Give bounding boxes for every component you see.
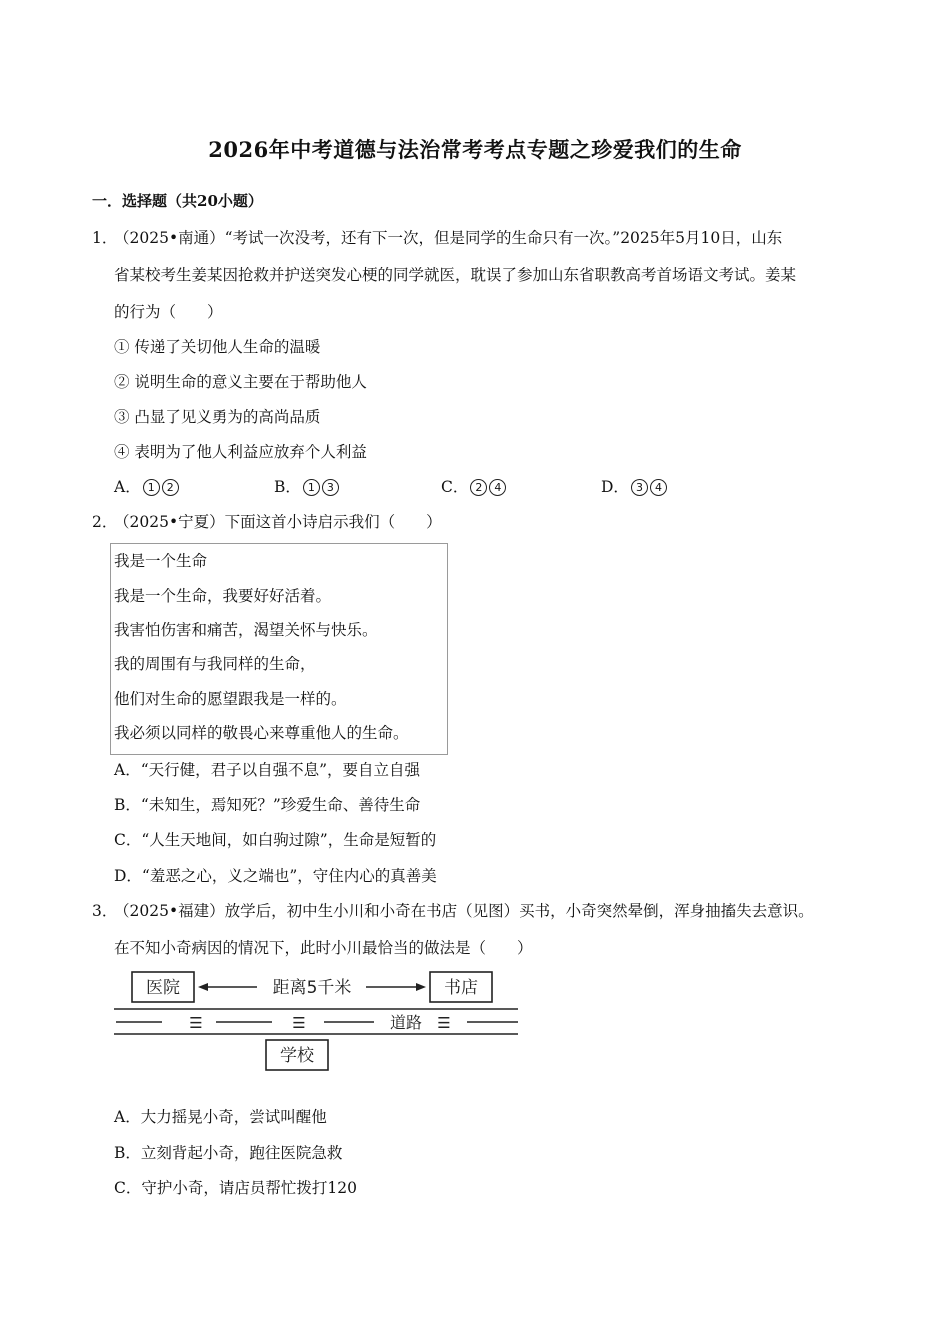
poem-line-6: 我必须以同样的敬畏心来尊重他人的生命。 [114,724,409,742]
question-2-option-d[interactable]: D．“羞恶之心，义之端也”，守住内心的真善美 [114,867,437,885]
circled-number: 2 [470,479,487,496]
poem-line-4: 我的周围有与我同样的生命， [114,655,316,673]
question-3-option-a[interactable]: A．大力摇晃小奇，尝试叫醒他 [114,1108,327,1126]
question-1-option-d[interactable] [601,477,667,497]
arrow-right-head [416,983,426,991]
circled-number: 4 [650,479,667,496]
option-label: C． [441,478,469,496]
location-map [112,968,522,1072]
question-1-statement-3: ③ 凸显了见义勇为的高尚品质 [114,408,321,426]
question-1-option-a[interactable] [114,477,179,497]
question-3-option-b[interactable]: B．立刻背起小奇，跑往医院急救 [114,1144,343,1162]
circled-number: 2 [162,479,179,496]
question-1-stem-line-2: 省某校考生姜某因抢救并护送突发心梗的同学就医，耽误了参加山东省职教高考首场语文考试。姜某 [114,266,797,284]
poem-line-5: 他们对生命的愿望跟我是一样的。 [114,690,347,708]
question-1-stem-line-3: 的行为（ ） [114,303,223,321]
section-heading: 一．选择题（共20小题） [92,192,263,210]
question-3-option-c[interactable]: C．守护小奇，请店员帮忙拨打120 [114,1179,357,1197]
crosswalk-mark: ☰ [292,1014,306,1032]
question-1-statement-4: ④ 表明为了他人利益应放弃个人利益 [114,443,367,461]
school-label: 学校 [280,1046,314,1066]
poem-line-2: 我是一个生命，我要好好活着。 [114,587,332,605]
distance-label: 距离5千米 [272,978,352,998]
question-1-statement-1: ① 传递了关切他人生命的温暖 [114,338,321,356]
question-2-option-c[interactable]: C．“人生天地间，如白驹过隙”，生命是短暂的 [114,831,437,849]
question-2-option-a[interactable]: A．“天行健，君子以自强不息”，要自立自强 [114,761,421,779]
circled-number: 4 [489,479,506,496]
circled-number: 3 [631,479,648,496]
question-2-option-b[interactable]: B．“未知生，焉知死？”珍爱生命、善待生命 [114,796,421,814]
poem-line-1: 我是一个生命 [114,552,208,570]
crosswalk-mark: ☰ [437,1014,451,1032]
crosswalk-mark: ☰ [189,1014,203,1032]
option-label: A． [114,478,141,496]
circled-number: 3 [322,479,339,496]
option-label: B． [274,478,301,496]
question-1-number: 1． [92,229,118,247]
road-label: 道路 [389,1013,423,1032]
hospital-label: 医院 [146,978,180,998]
bookstore-label: 书店 [444,978,478,998]
option-label: D． [601,478,629,496]
question-3-stem-line-1: （2025•福建）放学后，初中生小川和小奇在书店（见图）买书，小奇突然晕倒，浑身抽搐失去意识。 [114,902,814,920]
arrow-left-head [198,983,208,991]
poem-line-3: 我害怕伤害和痛苦，渴望关怀与快乐。 [114,621,378,639]
question-1-stem-line-1: （2025•南通）“考试一次没考，还有下一次，但是同学的生命只有一次。”2025年5月10日，山东 [114,229,783,247]
question-2-number: 2． [92,513,118,531]
question-3-number: 3． [92,902,118,920]
question-1-option-b[interactable] [274,477,339,497]
circled-number: 1 [303,479,320,496]
question-1-option-c[interactable] [441,477,506,497]
circled-number: 1 [143,479,160,496]
document-title: 2026年中考道德与法治常考考点专题之珍爱我们的生命 [208,137,742,162]
question-1-statement-2: ② 说明生命的意义主要在于帮助他人 [114,373,367,391]
question-2-stem: （2025•宁夏）下面这首小诗启示我们（ ） [114,513,442,531]
question-3-stem-line-2: 在不知小奇病因的情况下，此时小川最恰当的做法是（ ） [114,939,533,957]
